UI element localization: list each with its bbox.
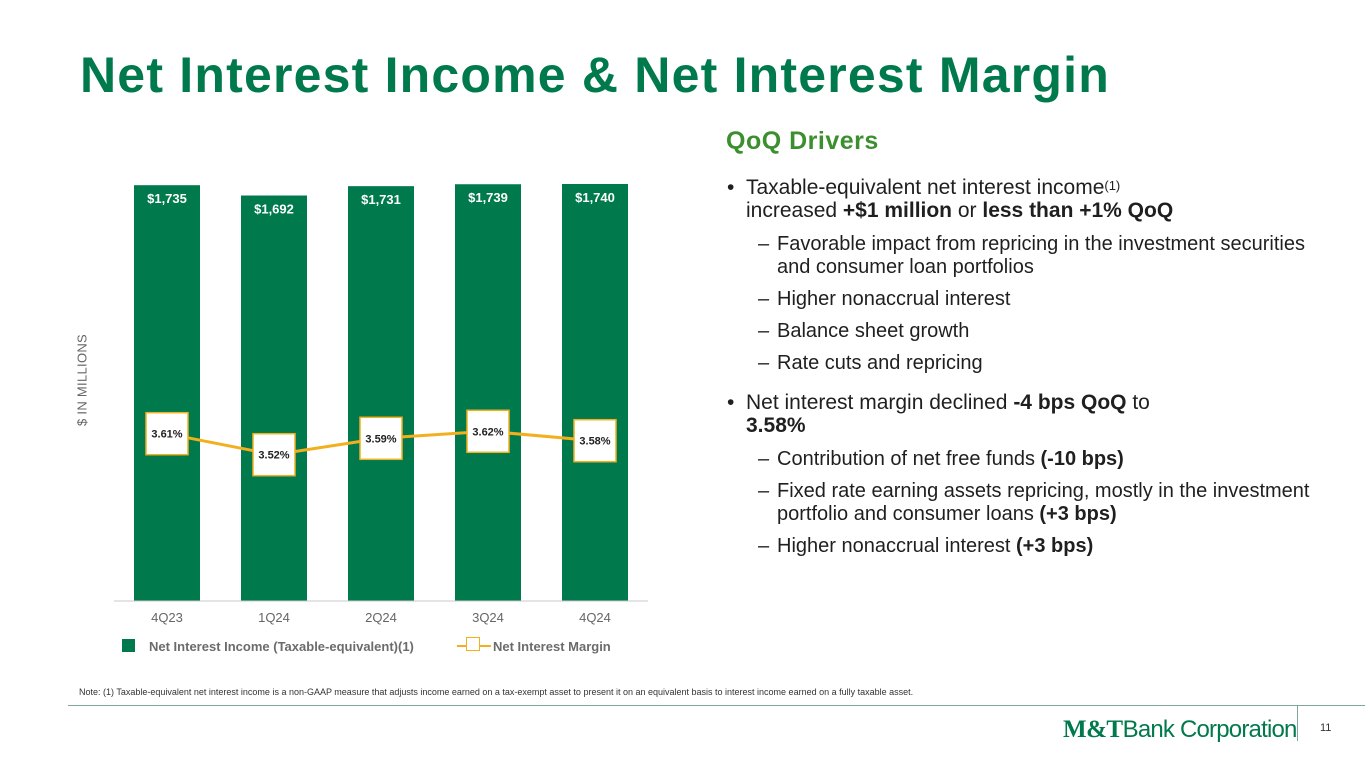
sub-bullet-text: Higher nonaccrual interest [777,535,1017,557]
bullet-highlight: +$1 million [842,199,953,222]
sub-bullet-highlight: (+3 bps) [1039,503,1117,525]
drivers-heading: QoQ Drivers [726,127,879,155]
bullet-text: to [1126,391,1150,414]
dash-marker: – [758,288,770,310]
drivers-list [727,176,1327,558]
dash-marker: – [758,352,770,374]
logo-wordmark: Bank Corporation [1122,716,1297,743]
sub-bullet-text: Fixed rate earning assets repricing, mostly in the investment portfolio and consumer loans [777,480,1310,525]
sub-bullet [727,448,1327,471]
nim-point-label: 3.52% [258,449,290,462]
bullet-marker: • [727,391,735,414]
nii-bar [348,186,414,601]
bullet-text: Net interest margin declined [746,391,1014,414]
sub-bullet-text: Balance sheet growth [777,320,970,342]
nii-bar-label: $1,735 [147,191,187,207]
footer-divider [1297,705,1298,741]
footnote-ref: (1) [1104,178,1121,193]
sub-bullet-highlight: (-10 bps) [1040,448,1124,470]
sub-bullet [727,352,1327,375]
nii-bar [455,184,521,601]
sub-bullet-text: Higher nonaccrual interest [777,288,1011,310]
dash-marker: – [758,535,770,557]
nii-bar-label: $1,740 [575,190,615,205]
nii-bar-label: $1,731 [361,192,401,208]
legend-swatch-nii [122,639,135,652]
bullet-highlight: -4 bps QoQ [1013,391,1127,414]
sub-bullet [727,535,1327,558]
y-axis-label: $ IN MILLIONS [74,333,90,427]
dash-marker: – [758,448,770,470]
sub-bullet-highlight: (+3 bps) [1016,535,1094,557]
nii-bar [134,185,200,601]
page-number: 11 [1320,722,1332,734]
nii-bar-label: $1,739 [468,190,508,206]
dash-marker: – [758,320,770,342]
x-tick-label: 4Q24 [579,610,611,625]
x-tick-label: 3Q24 [472,610,504,625]
logo-mark: M&T [1063,716,1123,743]
legend-label-nii: Net Interest Income (Taxable-equivalent)(1) [149,639,414,654]
x-tick-label: 1Q24 [258,610,290,625]
nim-point-label: 3.61% [151,428,183,441]
sub-bullet [727,288,1327,311]
bullet-marker: • [727,176,735,199]
sub-bullet-text: Rate cuts and repricing [777,352,983,374]
legend-swatch-nim-marker [466,637,480,651]
nim-point-label: 3.62% [472,426,504,439]
x-tick-label: 4Q23 [151,610,183,625]
bullet-highlight: 3.58% [746,414,806,437]
bullet-text: or [952,199,983,222]
page-title: Net Interest Income & Net Interest Margin [80,47,1110,103]
driver-bullet-nim [727,391,1327,437]
dash-marker: – [758,233,770,255]
sub-bullet [727,480,1327,526]
bullet-highlight: less than +1% QoQ [982,199,1174,222]
nii-bar-label: $1,692 [254,201,294,217]
sub-bullet [727,233,1327,279]
driver-bullet-nii [727,176,1327,222]
nii-bar [241,196,307,601]
bullet-text: increased [746,199,843,222]
legend-label-nim: Net Interest Margin [493,639,611,654]
bullet-text: Taxable-equivalent net interest income [746,176,1105,199]
sub-bullet-text: Contribution of net free funds [777,448,1041,470]
dash-marker: – [758,480,770,502]
nim-point-label: 3.59% [365,433,397,446]
footer-rule [68,705,1365,706]
x-tick-label: 2Q24 [365,610,397,625]
footnote: Note: (1) Taxable-equivalent net interest income is a non-GAAP measure that adjusts income earned on a tax-exempt asset to present it on an equivalent basis to interest income earned on a fully taxable asset. [79,687,914,697]
company-logo [1063,716,1297,744]
nii-bar [562,184,628,601]
sub-bullet [727,320,1327,343]
nim-point-label: 3.58% [579,435,611,448]
sub-bullet-text: Favorable impact from repricing in the investment securities and consumer loan portfolios [777,233,1305,278]
